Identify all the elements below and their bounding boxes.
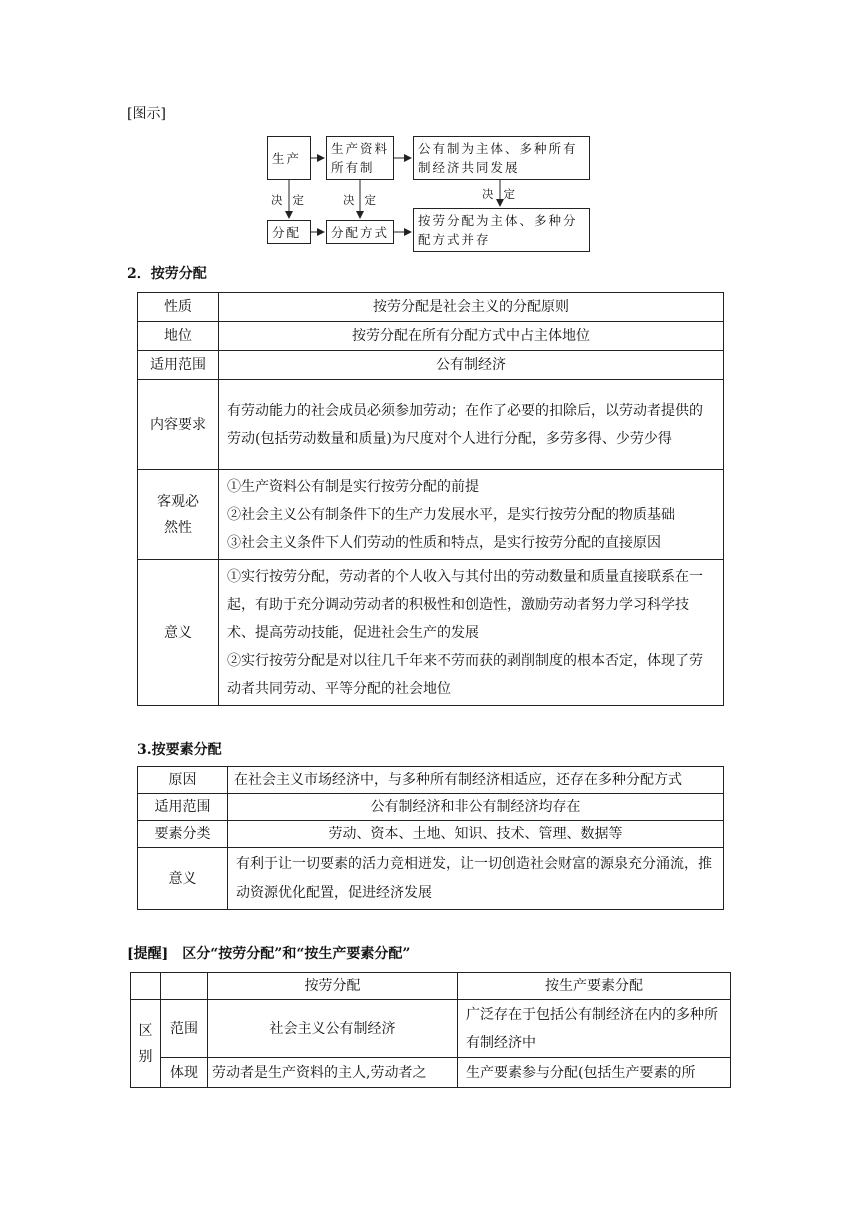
table-row	[138, 322, 724, 351]
decide-label-1: 决定	[271, 193, 314, 207]
row-label: 适用范围	[138, 351, 219, 380]
row-value: 劳动、资本、土地、知识、技术、管理、数据等	[228, 821, 724, 848]
box-distribution: 分配	[267, 220, 311, 244]
reminder-heading: [提醒] 区分“按劳分配”和“按生产要素分配”	[127, 946, 411, 962]
row-label: 要素分类	[138, 821, 228, 848]
box-distribution-method: 分配方式	[326, 220, 394, 244]
table-row	[138, 560, 724, 706]
row-label: 体现	[161, 1058, 208, 1088]
box-production: 生产	[267, 136, 311, 180]
row-label: 适用范围	[138, 794, 228, 821]
table-row	[131, 973, 731, 1000]
row-value: 公有制经济和非公有制经济均存在	[228, 794, 724, 821]
row-value: 有劳动能力的社会成员必须参加劳动；在作了必要的扣除后，以劳动者提供的劳动(包括劳动数量和质量)为尺度对个人进行分配，多劳多得、少劳少得	[219, 380, 724, 470]
row-label: 范围	[161, 1000, 208, 1058]
row-value: 在社会主义市场经济中，与多种所有制经济相适应，还存在多种分配方式	[228, 767, 724, 794]
cell: 劳动者是生产资料的主人,劳动者之	[208, 1058, 458, 1088]
table-row	[131, 1058, 731, 1088]
list-item: ②社会主义公有制条件下的生产力发展水平，是实行按劳分配的物质基础	[227, 506, 675, 523]
cell: 广泛存在于包括公有制经济在内的多种所有制经济中	[458, 1000, 731, 1058]
decide-label-2: 决定	[343, 193, 386, 207]
row-label: 客观必然性	[138, 470, 219, 560]
row-label: 地位	[138, 322, 219, 351]
table-row	[138, 821, 724, 848]
box-ownership: 生产资料所有制	[326, 136, 394, 180]
diagram-heading: [图示]	[127, 106, 166, 122]
group-label: 区别	[131, 1000, 161, 1088]
list-item: ①实行按劳分配，劳动者的个人收入与其付出的劳动数量和质量直接联系在一起，有助于充分调动劳动者的积极性和创造性，激励劳动者努力学习科学技术、提高劳动技能，促进社会生产的发展	[227, 568, 703, 641]
row-label: 内容要求	[138, 380, 219, 470]
cell: 社会主义公有制经济	[208, 1000, 458, 1058]
list-item: ①生产资料公有制是实行按劳分配的前提	[227, 478, 479, 495]
row-value: 有利于让一切要素的活力竞相迸发，让一切创造社会财富的源泉充分涌流，推动资源优化配置，促进经济发展	[228, 848, 724, 910]
section2-heading: 2．按劳分配	[127, 266, 207, 282]
column-header: 按劳分配	[208, 973, 458, 1000]
diagram-arrows	[0, 0, 860, 260]
decide-label-3: 决定	[482, 187, 525, 201]
row-value: 按劳分配是社会主义的分配原则	[219, 293, 724, 322]
list-item: ②实行按劳分配是对以往几千年来不劳而获的剥削制度的根本否定，体现了劳动者共同劳动、平等分配的社会地位	[227, 652, 703, 697]
table-row	[138, 470, 724, 560]
pay-by-work-table	[137, 292, 724, 706]
row-value: 公有制经济	[219, 351, 724, 380]
row-label: 原因	[138, 767, 228, 794]
column-header: 按生产要素分配	[458, 973, 731, 1000]
table-row	[138, 380, 724, 470]
box-ownership-system: 公有制为主体、多种所有制经济共同发展	[413, 136, 590, 180]
table-row	[138, 351, 724, 380]
cell: 生产要素参与分配(包括生产要素的所	[458, 1058, 731, 1088]
pay-by-factor-table	[137, 766, 724, 910]
row-label: 意义	[138, 848, 228, 910]
row-label: 意义	[138, 560, 219, 706]
row-value: 按劳分配在所有分配方式中占主体地位	[219, 322, 724, 351]
list-item: ③社会主义条件下人们劳动的性质和特点，是实行按劳分配的直接原因	[227, 534, 661, 551]
table-row	[138, 848, 724, 910]
table-row	[138, 293, 724, 322]
section3-heading: 3.按要素分配	[137, 742, 222, 758]
table-row	[138, 767, 724, 794]
table-row	[138, 794, 724, 821]
row-label: 性质	[138, 293, 219, 322]
table-row	[131, 1000, 731, 1058]
comparison-table	[130, 972, 731, 1088]
box-distribution-system: 按劳分配为主体、多种分配方式并存	[413, 208, 590, 252]
